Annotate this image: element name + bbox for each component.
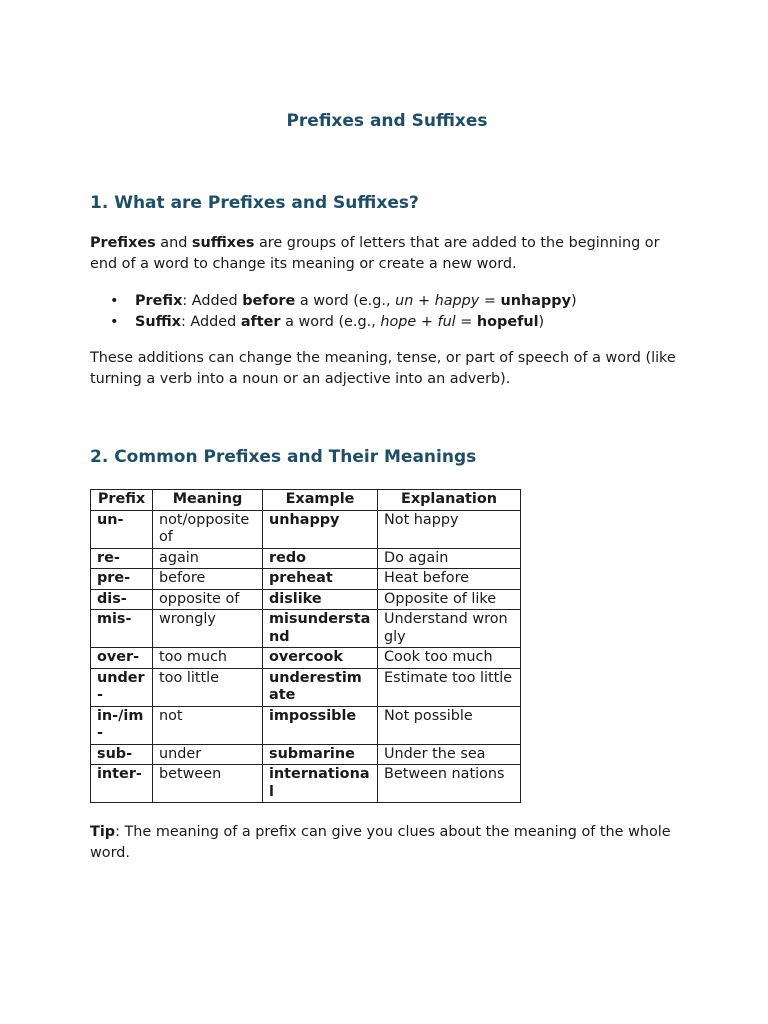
table-cell: Opposite of like — [378, 589, 521, 610]
section-heading-what-are: 1. What are Prefixes and Suffixes? — [90, 193, 419, 213]
table-cell: re- — [91, 548, 153, 569]
table-cell: between — [153, 765, 263, 803]
table-cell: too little — [153, 668, 263, 706]
table-row — [91, 765, 521, 803]
section-heading-common-prefixes: 2. Common Prefixes and Their Meanings — [90, 447, 477, 467]
table-row — [91, 569, 521, 590]
table-row — [91, 548, 521, 569]
table-cell: Heat before — [378, 569, 521, 590]
column-header: Explanation — [378, 490, 521, 511]
table-cell: dis- — [91, 589, 153, 610]
table-cell: before — [153, 569, 263, 590]
table-row — [91, 648, 521, 669]
list-item-prefix: • Prefix: Added before a word (e.g., un + happy = unhappy) — [90, 291, 577, 312]
table-row — [91, 668, 521, 706]
column-header: Meaning — [153, 490, 263, 511]
bullet-icon: • — [110, 293, 119, 309]
table-cell: under — [153, 744, 263, 765]
table-cell: in-/im- — [91, 706, 153, 744]
table-row — [91, 610, 521, 648]
table-cell: redo — [263, 548, 378, 569]
table-cell: dislike — [263, 589, 378, 610]
document-title: Prefixes and Suffixes — [286, 111, 488, 131]
table-row — [91, 510, 521, 548]
table-cell: misunderstand — [263, 610, 378, 648]
table-row — [91, 706, 521, 744]
table-cell: submarine — [263, 744, 378, 765]
intro-paragraph: Prefixes and suffixes are groups of letters that are added to the beginning or end of a word to change its meaning or create a new word. — [90, 235, 660, 272]
table-cell: inter- — [91, 765, 153, 803]
column-header: Prefix — [91, 490, 153, 511]
table-cell: opposite of — [153, 589, 263, 610]
additions-paragraph: These additions can change the meaning, tense, or part of speech of a word (like turning a verb into a noun or an adjective into an adverb). — [90, 350, 676, 387]
table-cell: un- — [91, 510, 153, 548]
table-cell: overcook — [263, 648, 378, 669]
table-row — [91, 589, 521, 610]
column-header: Example — [263, 490, 378, 511]
table-row — [91, 744, 521, 765]
table-cell: Estimate too little — [378, 668, 521, 706]
table-cell: impossible — [263, 706, 378, 744]
table-cell: wrongly — [153, 610, 263, 648]
bullet-icon: • — [110, 314, 119, 330]
table-cell: Do again — [378, 548, 521, 569]
table-cell: mis- — [91, 610, 153, 648]
table-cell: sub- — [91, 744, 153, 765]
prefix-table — [90, 489, 521, 803]
table-cell: not — [153, 706, 263, 744]
table-cell: under- — [91, 668, 153, 706]
term-prefixes: Prefixes — [90, 235, 156, 251]
list-item-suffix: • Suffix: Added after a word (e.g., hope + ful = hopeful) — [90, 312, 577, 333]
table-cell: Not possible — [378, 706, 521, 744]
table-header-row — [91, 490, 521, 511]
table-cell: pre- — [91, 569, 153, 590]
term-suffixes: suffixes — [191, 235, 255, 251]
table-cell: Not happy — [378, 510, 521, 548]
table-cell: unhappy — [263, 510, 378, 548]
table-cell: not/opposite of — [153, 510, 263, 548]
table-cell: Under the sea — [378, 744, 521, 765]
table-cell: too much — [153, 648, 263, 669]
table-cell: over- — [91, 648, 153, 669]
table-cell: Cook too much — [378, 648, 521, 669]
table-cell: again — [153, 548, 263, 569]
tip-paragraph: Tip: The meaning of a prefix can give you clues about the meaning of the whole word. — [90, 824, 671, 861]
tip-label: Tip — [90, 824, 116, 840]
table-cell: preheat — [263, 569, 378, 590]
table-cell: underestimate — [263, 668, 378, 706]
table-cell: Understand wrongly — [378, 610, 521, 648]
definition-list — [90, 291, 577, 333]
table-cell: international — [263, 765, 378, 803]
table-cell: Between nations — [378, 765, 521, 803]
